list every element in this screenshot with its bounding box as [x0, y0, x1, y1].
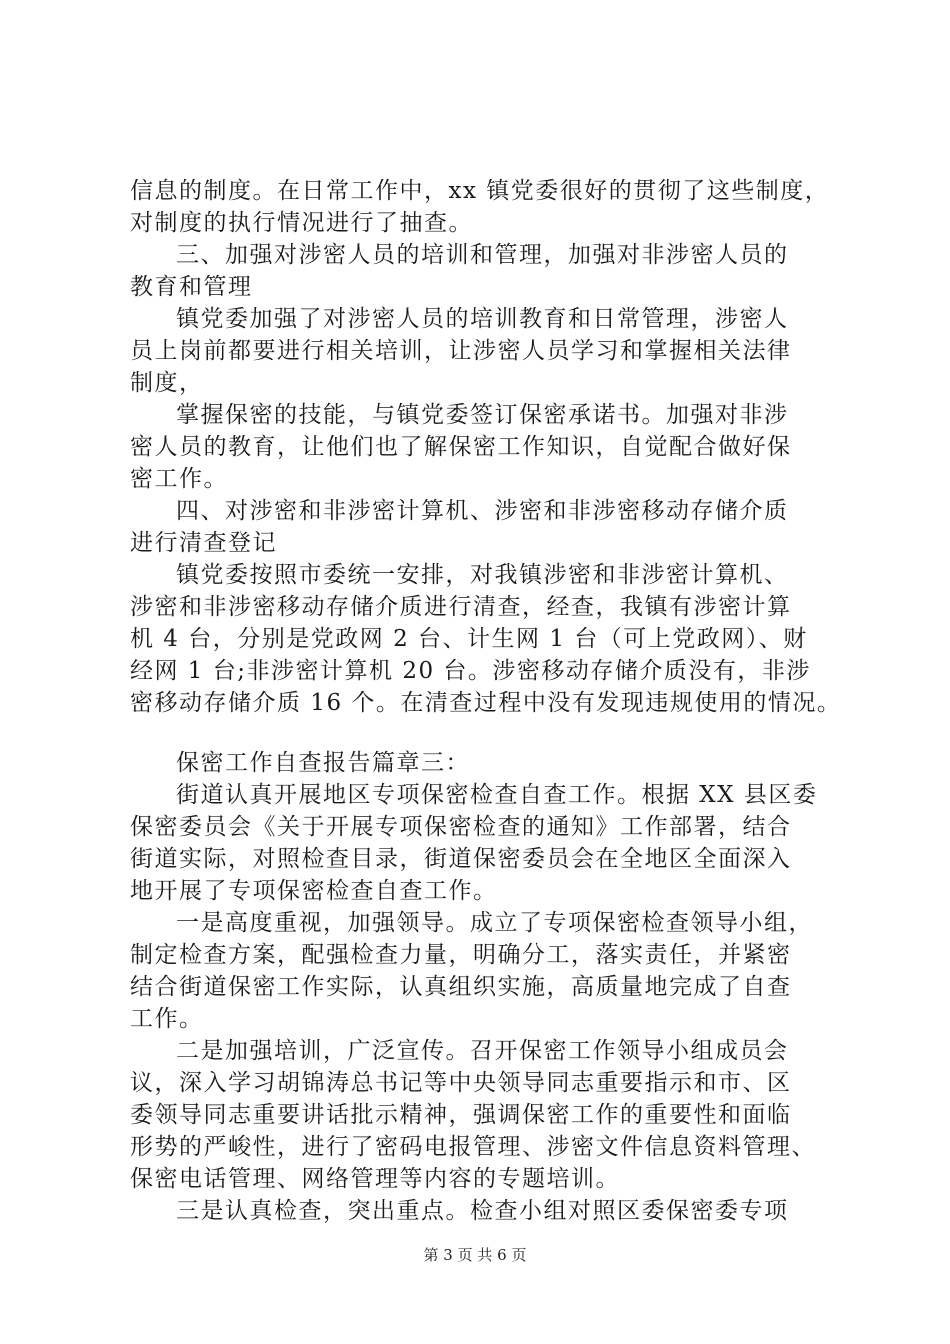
text-line: 镇党委加强了对涉密人员的培训教育和日常管理，涉密人: [176, 306, 789, 332]
section-heading: 进行清查登记: [130, 530, 277, 556]
text-line: 保密电话管理、网络管理等内容的专题培训。: [130, 1166, 620, 1192]
text-line: 工作。: [130, 1006, 204, 1032]
document-body: [130, 175, 850, 1227]
text-line: 结合街道保密工作实际，认真组织实施，高质量地完成了自查: [130, 974, 792, 1000]
text-line: 密人员的教育，让他们也了解保密工作知识，自觉配合做好保: [130, 434, 792, 460]
text-line: 对制度的执行情况进行了抽查。: [130, 210, 473, 236]
text-line: 议，深入学习胡锦涛总书记等中央领导同志重要指示和市、区: [130, 1070, 792, 1096]
text-line: 掌握保密的技能，与镇党委签订保密承诺书。加强对非涉: [176, 402, 789, 428]
paragraph-gap: [130, 719, 850, 747]
section-heading: 四、对涉密和非涉密计算机、涉密和非涉密移动存储介质: [176, 498, 789, 524]
text-line: 信息的制度。在日常工作中，xx 镇党委很好的贯彻了这些制度，: [130, 178, 830, 204]
text-line: 密工作。: [130, 466, 228, 492]
text-line: 经网 1 台;非涉密计算机 20 台。涉密移动存储介质没有，非涉: [130, 658, 811, 684]
text-line: 三是认真检查，突出重点。检查小组对照区委保密委专项: [176, 1198, 789, 1224]
text-line: 涉密和非涉密移动存储介质进行清查，经查，我镇有涉密计算: [130, 594, 792, 620]
text-line: 镇党委按照市委统一安排，对我镇涉密和非涉密计算机、: [176, 562, 789, 588]
chapter-title: 保密工作自查报告篇章三：: [176, 750, 470, 776]
section-heading: 教育和管理: [130, 274, 253, 300]
text-line: 地开展了专项保密检查自查工作。: [130, 878, 498, 904]
text-line: 保密委员会《关于开展专项保密检查的通知》工作部署，结合: [130, 814, 792, 840]
page-footer: [0, 1245, 950, 1265]
text-line: 委领导同志重要讲话批示精神，强调保密工作的重要性和面临: [130, 1102, 792, 1128]
section-heading: 三、加强对涉密人员的培训和管理，加强对非涉密人员的: [176, 242, 789, 268]
text-line: 制定检查方案，配强检查力量，明确分工，落实责任，并紧密: [130, 942, 792, 968]
text-line: 密移动存储介质 16 个。在清查过程中没有发现违规使用的情况。: [130, 690, 842, 716]
text-line: 一是高度重视，加强领导。成立了专项保密检查领导小组，: [176, 910, 813, 936]
text-line: 形势的严峻性，进行了密码电报管理、涉密文件信息资料管理、: [130, 1134, 816, 1160]
text-line: 员上岗前都要进行相关培训，让涉密人员学习和掌握相关法律: [130, 338, 792, 364]
text-line: 制度，: [130, 370, 204, 396]
page-number: 第 3 页 共 6 页: [423, 1246, 527, 1264]
text-line: 二是加强培训，广泛宣传。召开保密工作领导小组成员会: [176, 1038, 789, 1064]
text-line: 街道实际，对照检查目录，街道保密委员会在全地区全面深入: [130, 846, 792, 872]
text-line: 街道认真开展地区专项保密检查自查工作。根据 XX 县区委: [176, 782, 818, 808]
text-line: 机 4 台，分别是党政网 2 台、计生网 1 台（可上党政网）、财: [130, 626, 808, 652]
